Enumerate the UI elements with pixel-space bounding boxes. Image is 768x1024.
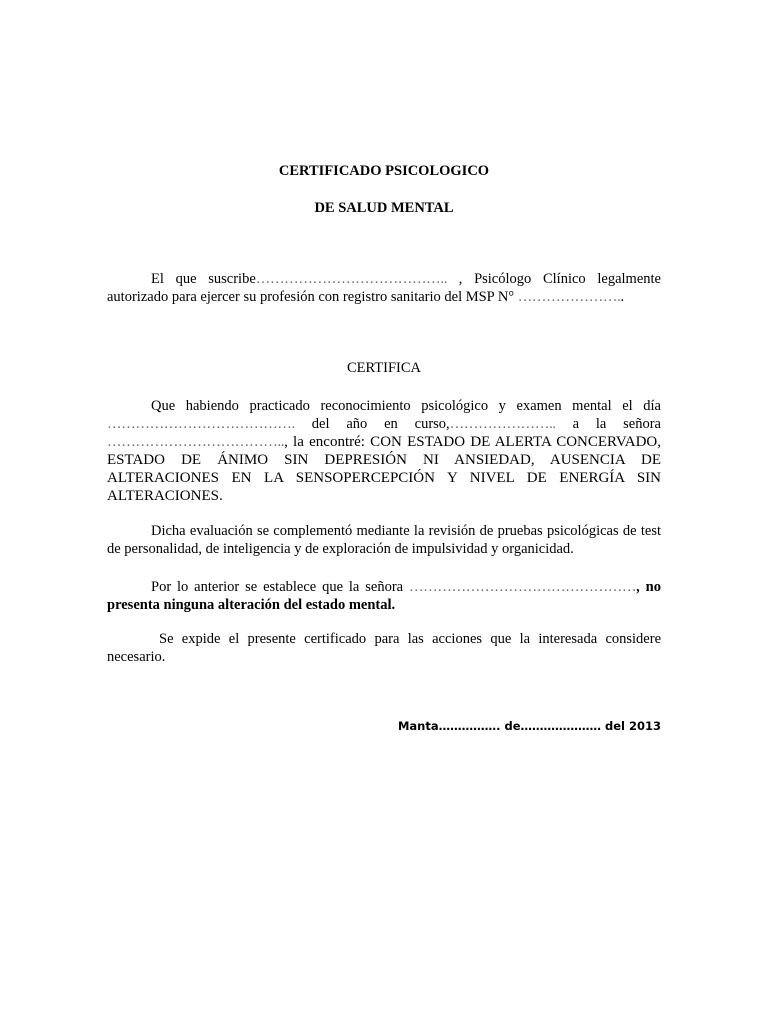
day-blank: …………………………………. xyxy=(107,416,295,432)
intro-text-b: , Psicólogo Clínico legalmente autorizado para ejercer su profesión con registro sanitario del MSP N° xyxy=(107,271,661,305)
patient-name-blank: ……………………………….. xyxy=(107,434,285,450)
patient-name-blank-2: ………………………………………… xyxy=(408,579,637,595)
issuance-paragraph: Se expide el presente certificado para las acciones que la interesada considere necesario. xyxy=(107,631,661,665)
body1-text-c: a la señora xyxy=(555,416,661,432)
body1-text-b: del año en curso, xyxy=(294,416,450,432)
evaluation-paragraph xyxy=(107,397,661,505)
body1-text-d: , la encontré: CON ESTADO DE ALERTA CONCERVADO, ESTADO DE ÁNIMO SIN DEPRESIÓN NI ANSIEDAD, AUSENCIA DE ALTERACIONES EN LA SENSOPERCEPCIÓN Y NIVEL DE ENERGÍA SIN ALTERACIONES. xyxy=(107,434,661,504)
psychologist-name-blank: ………………………………….. xyxy=(255,271,448,287)
certifica-heading: CERTIFICA xyxy=(346,360,422,376)
conclusion-paragraph xyxy=(107,578,661,614)
complement-paragraph: Dicha evaluación se complementó mediante la revisión de pruebas psicológicas de test de personalidad, de inteligencia y de exploración de impulsividad y organicidad. xyxy=(107,523,661,557)
body1-text-a: Que habiendo practicado reconocimiento psicológico y examen mental el día xyxy=(151,398,661,414)
body3-text-a: Por lo anterior se establece que la señora xyxy=(151,579,409,595)
conclusion-bold-text: , no presenta ninguna alteración del estado mental. xyxy=(107,579,661,613)
certificate-page xyxy=(107,0,661,1024)
document-title: CERTIFICADO PSICOLOGICO xyxy=(278,163,490,179)
intro-paragraph xyxy=(107,270,661,306)
intro-text-c: . xyxy=(620,289,625,305)
intro-text-a: El que suscribe xyxy=(151,271,256,287)
document-subtitle: DE SALUD MENTAL xyxy=(314,200,454,216)
date-blank: ………………….. xyxy=(449,416,556,432)
registry-number-blank: …………………. xyxy=(517,289,621,305)
place-date-line: Manta……………. de………………… del 2013 xyxy=(397,719,661,733)
